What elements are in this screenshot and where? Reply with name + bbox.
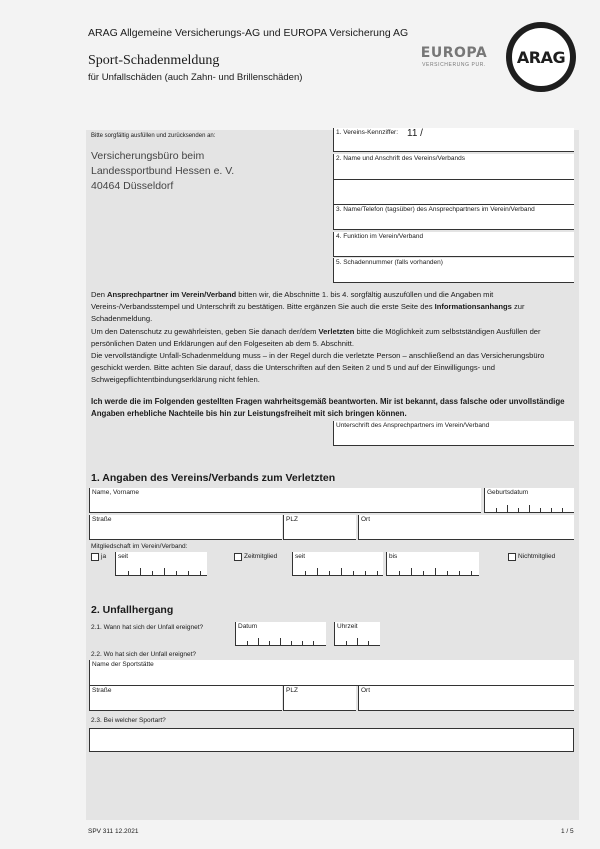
intro-text-part: Den <box>91 290 108 299</box>
zeitmitglied-checkbox[interactable] <box>234 553 242 561</box>
funktion-label: 4. Funktion im Verein/Verband <box>336 233 424 240</box>
date-ticks <box>116 566 207 575</box>
nichtmitglied-checkbox[interactable] <box>508 553 516 561</box>
schadennummer-field[interactable] <box>333 258 574 283</box>
company-name: ARAG Allgemeine Versicherungs-AG und EUROPA Versicherung AG <box>88 27 409 39</box>
ort-field[interactable] <box>358 515 574 540</box>
europa-logo-tagline: VERSICHERUNG PUR. <box>422 62 486 68</box>
europa-logo-name: EUROPA <box>420 45 488 61</box>
section2-heading: 2. Unfallhergang <box>91 604 174 616</box>
funktion-field[interactable] <box>333 232 574 257</box>
sportstaette-label: Name der Sportstätte <box>92 661 154 668</box>
intro-text-part: zur Schadenmeldung. <box>91 302 525 324</box>
signature-field[interactable] <box>333 421 574 446</box>
form-subtitle: für Unfallschäden (auch Zahn- und Brillenschäden) <box>88 72 303 83</box>
unfall-ort-field[interactable] <box>358 686 574 711</box>
zeitmitglied-label: Zeitmitglied <box>244 553 278 560</box>
intro-text-part: Um den Datenschutz zu gewährleisten, geben Sie danach der/dem <box>91 326 319 336</box>
geburtsdatum-label: Geburtsdatum <box>487 489 529 496</box>
unfall-datum-label: Datum <box>238 623 258 630</box>
unfall-uhrzeit-field[interactable] <box>334 622 380 646</box>
recipient-address <box>91 149 234 194</box>
unfall-wo-label: 2.2. Wo hat sich der Unfall ereignet? <box>91 651 197 658</box>
vereinsname-anschrift-field-line2[interactable] <box>333 180 574 205</box>
unfall-ort-label: Ort <box>361 687 371 694</box>
unfall-uhrzeit-label: Uhrzeit <box>337 623 358 630</box>
intro-text-emphasis: Ansprechpartner im Verein/Verband <box>107 290 237 299</box>
unfall-wann-label: 2.1. Wann hat sich der Unfall ereignet? <box>91 624 204 631</box>
form-number: SPV 311 12.2021 <box>88 828 139 835</box>
vereinskennziffer-field[interactable] <box>333 128 574 152</box>
plz-label: PLZ <box>286 516 298 523</box>
unfall-plz-label: PLZ <box>286 687 298 694</box>
arag-logo <box>506 22 576 92</box>
ansprechpartner-field[interactable] <box>333 205 574 230</box>
time-ticks <box>335 636 380 645</box>
address-line: Versicherungsbüro beim <box>91 150 205 162</box>
vereinskennziffer-value: 11 / <box>407 128 423 139</box>
mitglied-seit-label: seit <box>118 553 129 560</box>
intro-text-part: Die vervollständigte Unfall-Schadenmeldung muss – in der Regel durch die verletzte Person – anschließend an das Versicherungsbüro geschickt werden. Bitte achten Sie darauf, dass die Unterschriften auf den Seiten 2 und 5 und auf der Einwilligungs- und Schweigepflichtentbindungserklärung nicht fehlen. <box>91 351 545 385</box>
nichtmitglied-label: Nichtmitglied <box>518 553 556 560</box>
sportart-label: 2.3. Bei welcher Sportart? <box>91 717 166 724</box>
date-ticks <box>485 503 574 512</box>
intro-text-part: bitten wir, die Abschnitte 1. bis 4. sorgfältig auszufüllen und die Angaben mit Vereins-/Verbandsstempel und Unterschrift zu bestätigen. Bitte ergänzen Sie auch die erste Seite des <box>91 290 494 312</box>
intro-text-emphasis: Verletzten <box>318 326 355 336</box>
arag-logo-text: ARAG <box>510 26 572 88</box>
sportart-field[interactable] <box>89 728 574 752</box>
unfall-strasse-label: Straße <box>92 687 112 694</box>
intro-text <box>91 289 573 387</box>
vereinsname-anschrift-label: 2. Name und Anschrift des Vereins/Verbands <box>336 155 465 162</box>
vereinsname-anschrift-field[interactable] <box>333 154 574 180</box>
page-number: 1 / 5 <box>561 828 574 835</box>
zeitmitglied-bis-field[interactable] <box>386 552 479 576</box>
date-ticks <box>293 566 383 575</box>
send-instruction: Bitte sorgfältig ausfüllen und zurücksenden an: <box>91 133 216 139</box>
form-title: Sport-Schadenmeldung <box>88 53 220 68</box>
mitgliedschaft-label: Mitgliedschaft im Verein/Verband: <box>91 543 188 550</box>
zeitmitglied-seit-field[interactable] <box>292 552 383 576</box>
europa-logo <box>418 46 490 68</box>
ort-label: Ort <box>361 516 371 523</box>
zeitmitglied-seit-label: seit <box>295 553 306 560</box>
name-vorname-label: Name, Vorname <box>92 489 139 496</box>
vereinskennziffer-label: 1. Vereins-Kennziffer: <box>336 129 399 136</box>
strasse-field[interactable] <box>89 515 282 540</box>
mitglied-ja-label: ja <box>101 553 107 560</box>
declaration-text: Ich werde die im Folgenden gestellten Fragen wahrheitsgemäß beantworten. Mir ist bekannt, dass falsche oder unvollständige Angaben erhebliche Nachteile bis hin zur Leistungsfreiheit mit sich bringen können. <box>91 397 565 419</box>
intro-text-emphasis: Informationsanhangs <box>434 302 512 312</box>
name-vorname-field[interactable] <box>89 488 481 513</box>
schadennummer-label: 5. Schadennummer (falls vorhanden) <box>336 259 443 266</box>
unfall-strasse-field[interactable] <box>89 686 282 711</box>
unfall-datum-field[interactable] <box>235 622 326 646</box>
mitglied-ja-checkbox[interactable] <box>91 553 99 561</box>
address-line: Landessportbund Hessen e. V. <box>91 165 235 177</box>
section1-heading: 1. Angaben des Vereins/Verbands zum Verletzten <box>91 472 336 484</box>
zeitmitglied-bis-label: bis <box>389 553 398 560</box>
date-ticks <box>387 566 479 575</box>
plz-field[interactable] <box>283 515 356 540</box>
unfall-plz-field[interactable] <box>283 686 356 711</box>
sportstaette-field[interactable] <box>89 660 574 686</box>
ansprechpartner-label: 3. Name/Telefon (tagsüber) des Ansprechpartners im Verein/Verband <box>336 206 535 213</box>
signature-label: Unterschrift des Ansprechpartners im Verein/Verband <box>336 422 490 429</box>
strasse-label: Straße <box>92 516 112 523</box>
date-ticks <box>236 636 326 645</box>
mitglied-seit-field[interactable] <box>115 552 207 576</box>
intro-text-part: bitte die Möglichkeit zum selbstständigen Ausfüllen der persönlichen Daten und Erklärungen auf den Folgeseiten ab dem 5. Abschnitt. <box>91 326 541 348</box>
geburtsdatum-field[interactable] <box>484 488 574 513</box>
address-line: 40464 Düsseldorf <box>91 180 174 192</box>
